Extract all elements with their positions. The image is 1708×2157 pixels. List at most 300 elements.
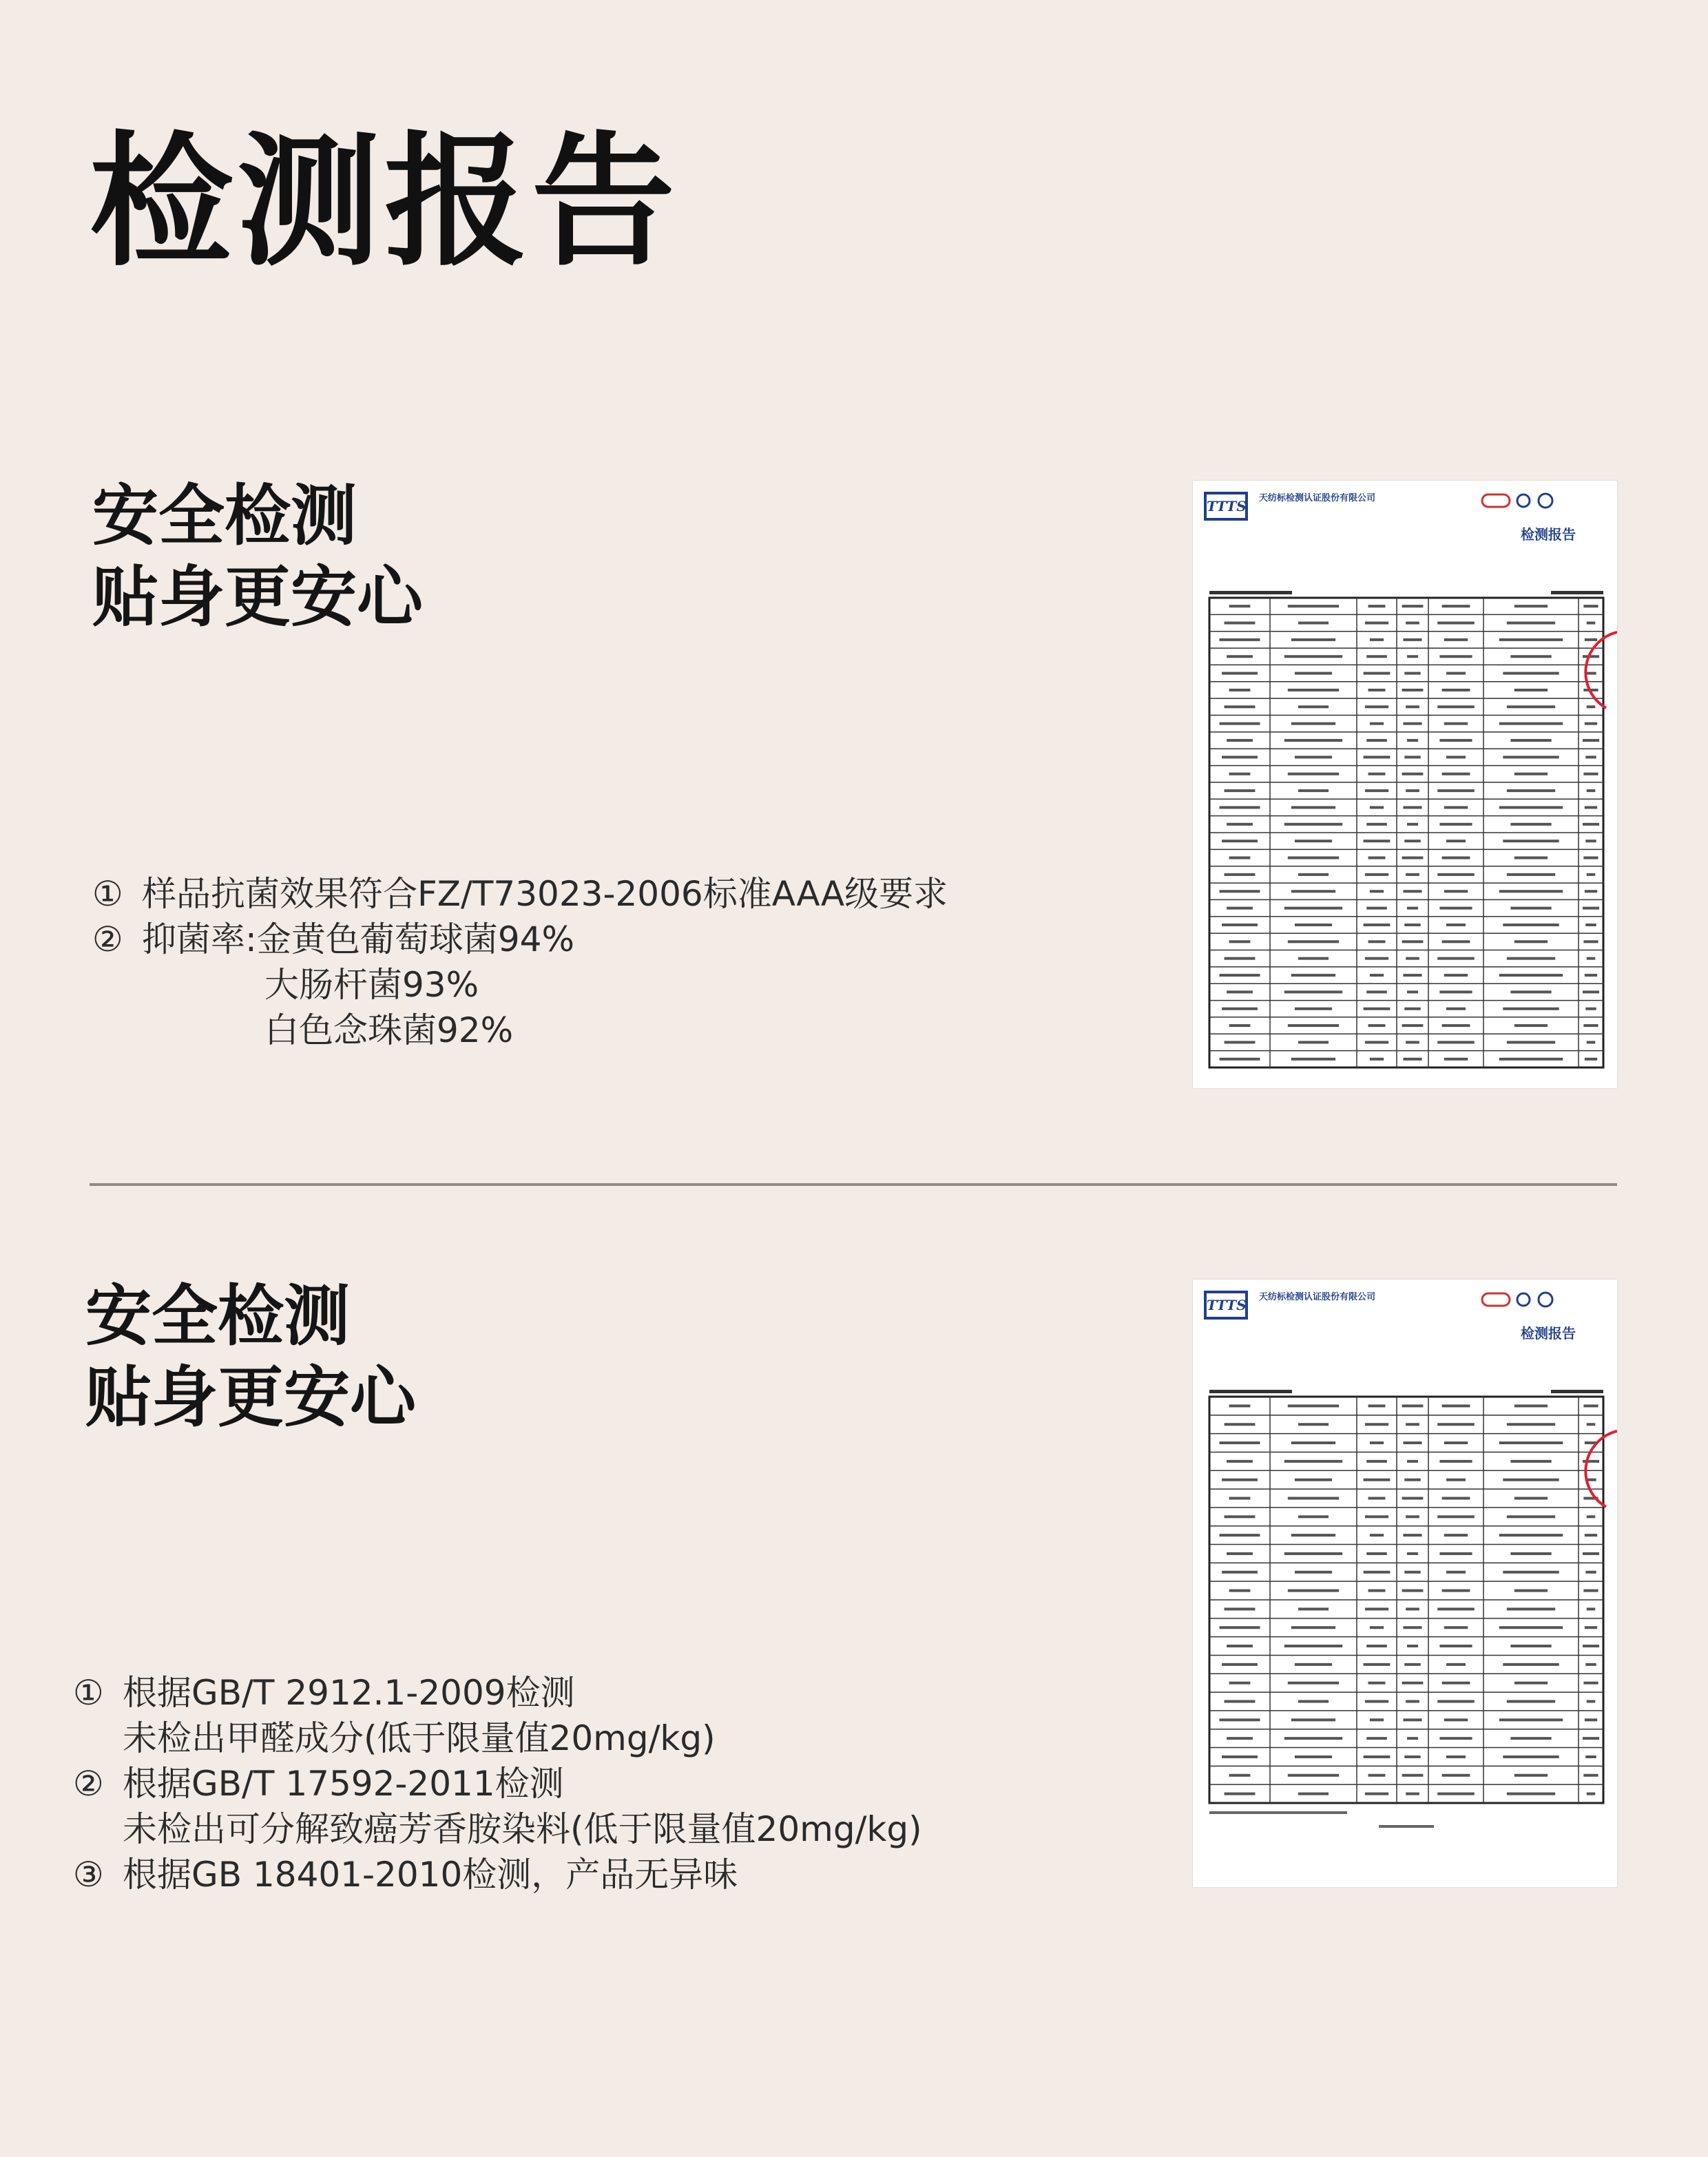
cell-text-mark bbox=[1510, 990, 1551, 993]
cell-text-mark bbox=[1366, 1737, 1387, 1740]
cell-text-mark bbox=[1284, 990, 1342, 993]
cell-text-mark bbox=[1298, 1515, 1329, 1518]
cell-text-mark bbox=[1406, 789, 1419, 792]
note-number: ① bbox=[73, 1673, 104, 1713]
cell-text-mark bbox=[1220, 722, 1260, 725]
cell-text-mark bbox=[1291, 1718, 1335, 1721]
cell-text-mark bbox=[1507, 957, 1555, 960]
cell-text-mark bbox=[1514, 605, 1548, 607]
cell-text-mark bbox=[1446, 1663, 1466, 1666]
cell-text-mark bbox=[1583, 1774, 1598, 1777]
cell-text-mark bbox=[1407, 1645, 1418, 1647]
note-text: 根据GB 18401-2010检测，产品无异味 bbox=[123, 1855, 738, 1895]
cell-text-mark bbox=[1583, 823, 1599, 826]
cell-text-mark bbox=[1437, 705, 1475, 708]
cell-text-mark bbox=[1514, 689, 1548, 691]
cell-text-mark bbox=[1364, 840, 1391, 842]
cell-text-mark bbox=[1514, 857, 1548, 859]
cma-stamp-icon bbox=[1482, 1293, 1510, 1306]
cell-text-mark bbox=[1442, 1024, 1470, 1027]
cell-text-mark bbox=[1291, 890, 1335, 893]
cell-text-mark bbox=[1442, 940, 1470, 943]
cell-text-mark bbox=[1222, 672, 1258, 675]
cell-text-mark bbox=[1437, 1041, 1475, 1043]
cell-text-mark bbox=[1446, 756, 1466, 758]
test-report-image-2 bbox=[1193, 1280, 1617, 1887]
cell-text-mark bbox=[1370, 974, 1384, 977]
cell-text-mark bbox=[1295, 1663, 1332, 1666]
cell-text-mark bbox=[1514, 1024, 1548, 1027]
cell-text-mark bbox=[1404, 1479, 1420, 1481]
cell-text-mark bbox=[1225, 873, 1256, 876]
cell-text-mark bbox=[1368, 1497, 1386, 1500]
cell-text-mark bbox=[1291, 1626, 1335, 1629]
cell-text-mark bbox=[1442, 605, 1470, 607]
cell-text-mark bbox=[1442, 857, 1470, 859]
cell-text-mark bbox=[1442, 1497, 1470, 1500]
cell-text-mark bbox=[1444, 638, 1468, 641]
cell-text-mark bbox=[1295, 1571, 1332, 1574]
cell-text-mark bbox=[1227, 655, 1253, 658]
cell-text-mark bbox=[1364, 1008, 1391, 1010]
cell-text-mark bbox=[1442, 1590, 1470, 1592]
test-report-image-1 bbox=[1193, 481, 1617, 1088]
cell-text-mark bbox=[1229, 605, 1251, 607]
cell-text-mark bbox=[1510, 907, 1551, 910]
cell-text-mark bbox=[1220, 638, 1260, 641]
cell-text-mark bbox=[1503, 1571, 1559, 1574]
cell-text-mark bbox=[1288, 605, 1339, 607]
cell-text-mark bbox=[1583, 1645, 1599, 1647]
cell-text-mark bbox=[1288, 1497, 1339, 1500]
cell-text-mark bbox=[1446, 672, 1466, 675]
cell-text-mark bbox=[1507, 1793, 1555, 1795]
cell-text-mark bbox=[1442, 689, 1470, 691]
cell-text-mark bbox=[1284, 1552, 1342, 1555]
cell-text-mark bbox=[1227, 1460, 1253, 1463]
cell-text-mark bbox=[1583, 990, 1599, 993]
cell-text-mark bbox=[1284, 655, 1342, 658]
cell-text-mark bbox=[1585, 1663, 1596, 1666]
cell-text-mark bbox=[1587, 1041, 1596, 1043]
cell-text-mark bbox=[1368, 857, 1386, 859]
cell-text-mark bbox=[1295, 924, 1332, 926]
cell-text-mark bbox=[1406, 873, 1419, 876]
cell-text-mark bbox=[1298, 957, 1329, 960]
cell-text-mark bbox=[1503, 1663, 1559, 1666]
cell-text-mark bbox=[1225, 622, 1256, 625]
note-number: ② bbox=[92, 919, 123, 959]
cell-text-mark bbox=[1222, 1571, 1258, 1574]
cell-text-mark bbox=[1402, 857, 1424, 859]
report-org: 天纺标检测认证股份有限公司 bbox=[1259, 493, 1376, 503]
cell-text-mark bbox=[1227, 990, 1253, 993]
ilac-icon bbox=[1539, 1293, 1552, 1306]
cell-text-mark bbox=[1585, 1571, 1596, 1574]
section-1-heading-line1: 安全检测 bbox=[92, 477, 357, 554]
cell-text-mark bbox=[1585, 756, 1596, 758]
cell-text-mark bbox=[1503, 840, 1559, 842]
cell-text-mark bbox=[1225, 1041, 1256, 1043]
cell-text-mark bbox=[1444, 890, 1468, 893]
cell-text-mark bbox=[1587, 1423, 1596, 1426]
cell-text-mark bbox=[1402, 605, 1424, 607]
cell-text-mark bbox=[1585, 672, 1596, 675]
cell-text-mark bbox=[1407, 823, 1418, 826]
cell-text-mark bbox=[1499, 1534, 1563, 1536]
note-continuation: 大肠杆菌93% bbox=[264, 965, 479, 1005]
cell-text-mark bbox=[1368, 1404, 1386, 1407]
cell-text-mark bbox=[1220, 1441, 1260, 1444]
cell-text-mark bbox=[1499, 722, 1563, 725]
section-1-notes bbox=[92, 871, 948, 1053]
note-number: ③ bbox=[73, 1855, 104, 1895]
cell-text-mark bbox=[1288, 689, 1339, 691]
cell-text-mark bbox=[1583, 1552, 1599, 1555]
cell-text-mark bbox=[1365, 957, 1388, 960]
cell-text-mark bbox=[1403, 1626, 1421, 1629]
cell-text-mark bbox=[1364, 924, 1391, 926]
cell-text-mark bbox=[1402, 689, 1424, 691]
cell-text-mark bbox=[1220, 974, 1260, 977]
cell-text-mark bbox=[1298, 1607, 1329, 1610]
cell-text-mark bbox=[1407, 907, 1418, 910]
cell-text-mark bbox=[1365, 1793, 1388, 1795]
cell-text-mark bbox=[1446, 1008, 1466, 1010]
cell-text-mark bbox=[1439, 1737, 1472, 1740]
cell-text-mark bbox=[1444, 722, 1468, 725]
cell-text-mark bbox=[1507, 1607, 1555, 1610]
cell-text-mark bbox=[1437, 1607, 1475, 1610]
cell-text-mark bbox=[1366, 739, 1387, 742]
cell-text-mark bbox=[1507, 622, 1555, 625]
cell-text-mark bbox=[1514, 1497, 1548, 1500]
cell-text-mark bbox=[1225, 1423, 1256, 1426]
note-continuation: 未检出可分解致癌芳香胺染料(低于限量值20mg/kg) bbox=[123, 1809, 922, 1849]
cell-text-mark bbox=[1404, 1755, 1420, 1758]
cell-text-mark bbox=[1503, 1755, 1559, 1758]
cell-text-mark bbox=[1585, 1058, 1597, 1061]
cell-text-mark bbox=[1220, 1626, 1260, 1629]
cell-text-mark bbox=[1507, 789, 1555, 792]
cell-text-mark bbox=[1406, 1793, 1419, 1795]
cell-text-mark bbox=[1403, 974, 1421, 977]
cell-text-mark bbox=[1446, 1479, 1466, 1481]
cell-text-mark bbox=[1295, 1008, 1332, 1010]
cell-text-mark bbox=[1227, 823, 1253, 826]
note-item bbox=[73, 1670, 922, 1716]
cell-text-mark bbox=[1229, 857, 1251, 859]
cell-text-mark bbox=[1503, 1479, 1559, 1481]
cell-text-mark bbox=[1583, 1024, 1598, 1027]
cell-text-mark bbox=[1291, 1534, 1335, 1536]
cell-text-mark bbox=[1585, 722, 1597, 725]
cell-text-mark bbox=[1284, 1737, 1342, 1740]
cell-text-mark bbox=[1284, 907, 1342, 910]
cell-text-mark bbox=[1587, 789, 1596, 792]
cell-text-mark bbox=[1439, 739, 1472, 742]
cell-text-mark bbox=[1437, 622, 1475, 625]
cell-text-mark bbox=[1288, 940, 1339, 943]
cell-text-mark bbox=[1514, 1590, 1548, 1592]
cell-text-mark bbox=[1587, 1793, 1596, 1795]
cell-text-mark bbox=[1442, 773, 1470, 775]
cell-text-mark bbox=[1437, 1515, 1475, 1518]
cell-text-mark bbox=[1444, 1058, 1468, 1061]
section-2-heading-line1: 安全检测 bbox=[85, 1278, 350, 1355]
cell-text-mark bbox=[1404, 672, 1420, 675]
cell-text-mark bbox=[1366, 1552, 1387, 1555]
cell-text-mark bbox=[1583, 1682, 1598, 1685]
cell-text-mark bbox=[1585, 974, 1597, 977]
cell-text-mark bbox=[1444, 1441, 1468, 1444]
cell-text-mark bbox=[1507, 873, 1555, 876]
cell-text-mark bbox=[1510, 1552, 1551, 1555]
cell-text-mark bbox=[1222, 840, 1258, 842]
cell-text-mark bbox=[1364, 1663, 1391, 1666]
cell-text-mark bbox=[1404, 840, 1420, 842]
cell-text-mark bbox=[1446, 1755, 1466, 1758]
cell-text-mark bbox=[1514, 1404, 1548, 1407]
cell-text-mark bbox=[1366, 655, 1387, 658]
cell-text-mark bbox=[1507, 1515, 1555, 1518]
cell-text-mark bbox=[1284, 739, 1342, 742]
cell-text-mark bbox=[1406, 1423, 1419, 1426]
report-table bbox=[1193, 481, 1617, 1088]
cell-text-mark bbox=[1366, 823, 1387, 826]
cell-text-mark bbox=[1298, 622, 1329, 625]
cell-text-mark bbox=[1368, 1774, 1386, 1777]
cell-text-mark bbox=[1585, 924, 1596, 926]
report-logo: TTTS bbox=[1204, 1291, 1248, 1320]
cell-text-mark bbox=[1514, 1682, 1548, 1685]
cell-text-mark bbox=[1225, 957, 1256, 960]
cell-text-mark bbox=[1365, 1423, 1388, 1426]
cell-text-mark bbox=[1370, 1626, 1384, 1629]
cell-text-mark bbox=[1406, 1515, 1419, 1518]
cell-text-mark bbox=[1402, 1590, 1424, 1592]
note-continuation: 未检出甲醛成分(低于限量值20mg/kg) bbox=[123, 1718, 716, 1758]
cell-text-mark bbox=[1288, 1024, 1339, 1027]
cell-text-mark bbox=[1366, 990, 1387, 993]
cell-text-mark bbox=[1507, 705, 1555, 708]
cell-text-mark bbox=[1229, 1774, 1251, 1777]
cnas-icon bbox=[1517, 494, 1530, 507]
cell-text-mark bbox=[1288, 1590, 1339, 1592]
cell-text-mark bbox=[1507, 1423, 1555, 1426]
cell-text-mark bbox=[1403, 1718, 1421, 1721]
cell-text-mark bbox=[1295, 756, 1332, 758]
cell-text-mark bbox=[1439, 1460, 1472, 1463]
cell-text-mark bbox=[1499, 890, 1563, 893]
cell-text-mark bbox=[1227, 907, 1253, 910]
cell-text-mark bbox=[1510, 823, 1551, 826]
cell-text-mark bbox=[1227, 1552, 1253, 1555]
cell-text-mark bbox=[1368, 940, 1386, 943]
cell-text-mark bbox=[1364, 1479, 1391, 1481]
note-item bbox=[73, 1761, 922, 1806]
report-logo: TTTS bbox=[1204, 492, 1248, 521]
cell-text-mark bbox=[1364, 1571, 1391, 1574]
cell-text-mark bbox=[1407, 655, 1418, 658]
cell-text-mark bbox=[1510, 1737, 1551, 1740]
cell-text-mark bbox=[1366, 907, 1387, 910]
cell-text-mark bbox=[1499, 638, 1563, 641]
report-org: 天纺标检测认证股份有限公司 bbox=[1259, 1292, 1376, 1302]
section-2-notes bbox=[73, 1670, 922, 1897]
cell-text-mark bbox=[1220, 890, 1260, 893]
cell-text-mark bbox=[1402, 1024, 1424, 1027]
cell-text-mark bbox=[1514, 940, 1548, 943]
cell-text-mark bbox=[1439, 1552, 1472, 1555]
note-item bbox=[92, 917, 948, 962]
cell-text-mark bbox=[1510, 655, 1551, 658]
cell-text-mark bbox=[1437, 789, 1475, 792]
cell-text-mark bbox=[1229, 1404, 1251, 1407]
cell-text-mark bbox=[1291, 974, 1335, 977]
cell-text-mark bbox=[1298, 1700, 1329, 1703]
cell-text-mark bbox=[1437, 873, 1475, 876]
cell-text-mark bbox=[1587, 957, 1596, 960]
report-title: 检测报告 bbox=[1521, 526, 1576, 543]
cell-text-mark bbox=[1225, 1607, 1256, 1610]
cell-text-mark bbox=[1402, 773, 1424, 775]
cell-text-mark bbox=[1365, 873, 1388, 876]
cell-text-mark bbox=[1222, 1008, 1258, 1010]
cell-text-mark bbox=[1406, 622, 1419, 625]
cell-text-mark bbox=[1503, 1008, 1559, 1010]
cell-text-mark bbox=[1220, 1534, 1260, 1536]
cell-text-mark bbox=[1229, 1497, 1251, 1500]
cell-text-mark bbox=[1222, 924, 1258, 926]
cell-text-mark bbox=[1499, 1441, 1563, 1444]
cell-text-mark bbox=[1585, 890, 1597, 893]
cell-text-mark bbox=[1444, 1534, 1468, 1536]
cell-text-mark bbox=[1298, 1041, 1329, 1043]
cell-text-mark bbox=[1583, 605, 1598, 607]
cell-text-mark bbox=[1368, 689, 1386, 691]
cell-text-mark bbox=[1406, 705, 1419, 708]
cell-text-mark bbox=[1403, 890, 1421, 893]
cell-text-mark bbox=[1444, 806, 1468, 809]
cell-text-mark bbox=[1442, 1774, 1470, 1777]
cell-text-mark bbox=[1587, 1515, 1596, 1518]
cell-text-mark bbox=[1585, 638, 1597, 641]
cell-text-mark bbox=[1507, 1041, 1555, 1043]
cell-text-mark bbox=[1446, 840, 1466, 842]
cell-text-mark bbox=[1288, 857, 1339, 859]
cell-text-mark bbox=[1295, 1479, 1332, 1481]
cell-text-mark bbox=[1402, 1682, 1424, 1685]
cell-text-mark bbox=[1587, 705, 1596, 708]
cell-text-mark bbox=[1370, 890, 1384, 893]
cell-text-mark bbox=[1298, 1793, 1329, 1795]
section-1-heading-line2: 贴身更安心 bbox=[92, 559, 423, 636]
cell-text-mark bbox=[1406, 957, 1419, 960]
cell-text-mark bbox=[1585, 1534, 1597, 1536]
cell-text-mark bbox=[1222, 1663, 1258, 1666]
cell-text-mark bbox=[1444, 1626, 1468, 1629]
cell-text-mark bbox=[1583, 857, 1598, 859]
cell-text-mark bbox=[1585, 1626, 1597, 1629]
red-seal-icon bbox=[1585, 632, 1617, 708]
cell-text-mark bbox=[1403, 1441, 1421, 1444]
note-continuation: 白色念珠菌92% bbox=[264, 1010, 514, 1050]
cell-text-mark bbox=[1507, 1700, 1555, 1703]
cell-text-mark bbox=[1583, 1460, 1599, 1463]
cell-text-mark bbox=[1229, 689, 1251, 691]
cell-text-mark bbox=[1368, 1024, 1386, 1027]
cell-text-mark bbox=[1370, 1058, 1384, 1061]
note-item bbox=[73, 1852, 922, 1897]
cell-text-mark bbox=[1295, 840, 1332, 842]
section-divider bbox=[90, 1183, 1617, 1186]
cnas-icon bbox=[1517, 1293, 1530, 1306]
cell-text-mark bbox=[1442, 1682, 1470, 1685]
cell-text-mark bbox=[1437, 957, 1475, 960]
cell-text-mark bbox=[1365, 1041, 1388, 1043]
cell-text-mark bbox=[1288, 1682, 1339, 1685]
cell-text-mark bbox=[1407, 739, 1418, 742]
cell-text-mark bbox=[1510, 739, 1551, 742]
cell-text-mark bbox=[1437, 1423, 1475, 1426]
cell-text-mark bbox=[1503, 672, 1559, 675]
cell-text-mark bbox=[1583, 739, 1599, 742]
cell-text-mark bbox=[1406, 1700, 1419, 1703]
note-number: ② bbox=[73, 1764, 104, 1804]
cell-text-mark bbox=[1439, 990, 1472, 993]
cell-text-mark bbox=[1587, 622, 1596, 625]
cell-text-mark bbox=[1587, 1700, 1596, 1703]
cell-text-mark bbox=[1227, 1645, 1253, 1647]
cell-text-mark bbox=[1499, 974, 1563, 977]
cell-text-mark bbox=[1587, 1607, 1596, 1610]
cell-text-mark bbox=[1225, 1700, 1256, 1703]
cell-text-mark bbox=[1370, 1718, 1384, 1721]
section-1-heading bbox=[92, 475, 423, 638]
cell-text-mark bbox=[1407, 1460, 1418, 1463]
cell-text-mark bbox=[1585, 840, 1596, 842]
cell-text-mark bbox=[1288, 773, 1339, 775]
cell-text-mark bbox=[1587, 873, 1596, 876]
section-2-heading bbox=[85, 1275, 416, 1438]
cell-text-mark bbox=[1503, 756, 1559, 758]
cell-text-mark bbox=[1298, 705, 1329, 708]
cell-text-mark bbox=[1583, 907, 1599, 910]
cell-text-mark bbox=[1583, 1404, 1598, 1407]
cell-text-mark bbox=[1225, 1793, 1256, 1795]
cell-text-mark bbox=[1406, 1041, 1419, 1043]
cell-text-mark bbox=[1585, 1718, 1597, 1721]
cell-text-mark bbox=[1365, 1700, 1388, 1703]
cell-text-mark bbox=[1229, 1590, 1251, 1592]
ilac-icon bbox=[1539, 494, 1552, 508]
cell-text-mark bbox=[1403, 1058, 1421, 1061]
cell-text-mark bbox=[1583, 655, 1599, 658]
note-text: 根据GB/T 17592-2011检测 bbox=[123, 1764, 564, 1804]
cell-text-mark bbox=[1444, 974, 1468, 977]
cell-text-mark bbox=[1225, 705, 1256, 708]
cell-text-mark bbox=[1403, 1534, 1421, 1536]
cell-text-mark bbox=[1499, 1626, 1563, 1629]
cell-text-mark bbox=[1437, 1793, 1475, 1795]
cell-text-mark bbox=[1585, 1755, 1596, 1758]
cell-text-mark bbox=[1222, 756, 1258, 758]
cell-text-mark bbox=[1295, 672, 1332, 675]
cell-text-mark bbox=[1514, 773, 1548, 775]
cell-text-mark bbox=[1288, 1774, 1339, 1777]
cell-text-mark bbox=[1365, 1515, 1388, 1518]
